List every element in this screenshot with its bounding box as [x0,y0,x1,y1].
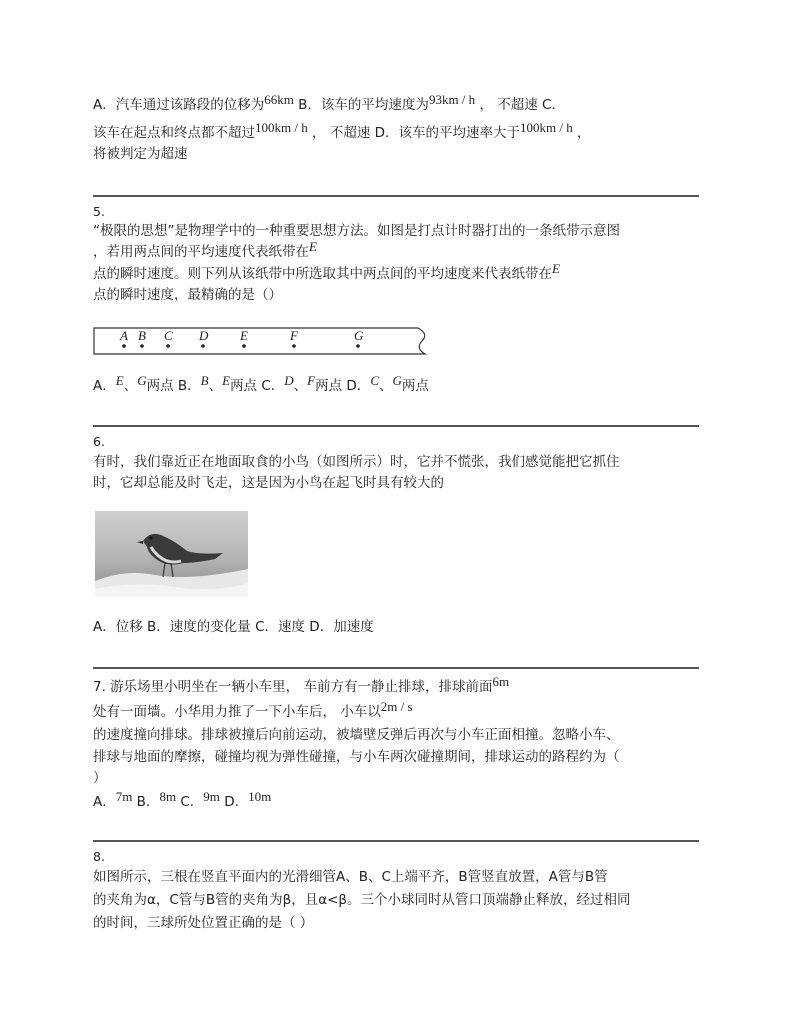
question-number: 6. [93,434,105,449]
q4-option-line-2: 该车在起点和终点都不超过100km / h ， 不超速 D．该车的平均速率大于100km / h ， [93,120,591,141]
q6-stem-line-2: 时，它却总能及时飞走，这是因为小鸟在起飞时具有较大的 [93,475,444,491]
tape-label-c: C [164,328,173,343]
q4-limit-value-2: 100km / h [520,120,573,135]
q7-stem-line-5: ） [93,770,107,786]
q5-stem-line-1: “极限的思想”是物理学中的一种重要思想方法。如图是打点计时器打出的一条纸带示意图 [93,223,620,239]
q5-stem-line-4: 点的瞬时速度，最精确的是（） [93,287,282,303]
question-number: 5. [93,204,105,219]
divider [93,840,699,842]
q5-options: A．E、G两点 B．B、E两点 C．D、F两点 D．C、G两点 [93,373,429,394]
tape-label-a: A [120,328,128,343]
q4-avg-speed-value: 93km / h [428,92,476,107]
tape-label-e: E [240,328,248,343]
q4-displacement-value: 66km [264,92,294,107]
q7-stem-line-1: 7. 游乐场里小明坐在一辆小车里， 车前方有一静止排球，排球前面6m [93,674,510,695]
tape-dot-c [166,344,170,348]
q5-stem-line-3: 点的瞬时速度。则下列从该纸带中所选取其中两点间的平均速度来代表纸带在E [93,261,560,282]
q8-stem-line-2: 的夹角为α，C管与B管的夹角为β，且α<β。三个小球同时从管口顶端静止释放，经过相同 [93,892,631,908]
tape-label-g: G [354,328,364,343]
q8-stem-line-1: 如图所示，三根在竖直平面内的光滑细管A、B、C上端平齐，B管竖直放置，A管与B管 [93,869,608,885]
question-number: 8. [93,849,105,864]
q8-stem-line-3: 的时间，三球所处位置正确的是（ ） [93,915,314,931]
tape-dot-f [292,344,296,348]
q6-stem-line-1: 有时，我们靠近正在地面取食的小鸟（如图所示）时，它并不慌张，我们感觉能把它抓住 [93,454,620,470]
tape-dot-a [122,344,126,348]
bird-photo [95,511,248,597]
q7-stem-line-2: 处有一面墙。小华用力推了一下小车后， 小车以2m / s [93,699,413,720]
divider [93,195,699,197]
q4-option-line-1: A．汽车通过该路段的位移为66km B．该车的平均速度为93km / h ， 不超速 C． [93,92,565,113]
divider [93,425,699,427]
q7-stem-line-3: 的速度撞向排球。排球被撞后向前运动，被墙壁反弹后再次与小车正面相撞。忽略小车、 [93,727,620,743]
tape-label-d: D [199,328,209,343]
q7-speed-value: 2m / s [380,699,413,714]
q7-stem-line-4: 排球与地面的摩擦，碰撞均视为弹性碰撞，与小车两次碰撞期间，排球运动的路程约为（ [93,749,620,765]
q4-option-line-3: 将被判定为超速 [93,146,188,162]
q6-options: A．位移 B．速度的变化量 C．速度 D．加速度 [93,619,374,635]
tape-dot-g [356,344,360,348]
divider [93,667,699,669]
q4-limit-value: 100km / h [255,120,308,135]
tape-dot-e [242,344,246,348]
q7-distance-value: 6m [492,674,510,689]
tape-dot-d [201,344,205,348]
tape-dot-b [140,344,144,348]
tape-label-b: B [138,328,146,343]
q5-stem-line-2: ，若用两点间的平均速度代表纸带在E [93,239,317,260]
tape-label-f: F [290,328,298,343]
paper-tape-figure [93,326,433,356]
q7-options: A．7m B．8m C．9m D．10m [93,789,272,810]
